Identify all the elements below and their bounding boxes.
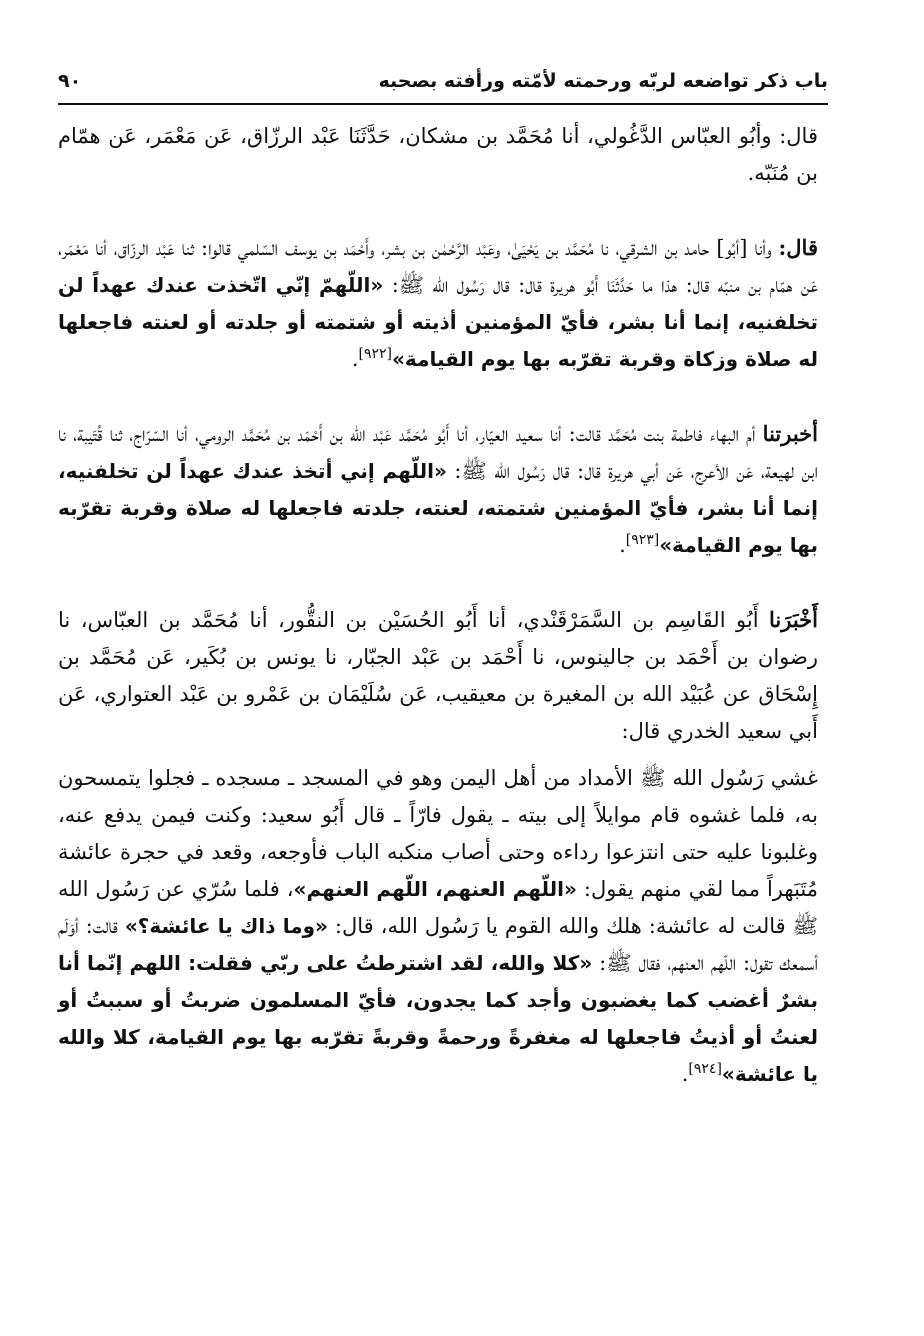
paragraph-2 [58,229,818,378]
hadith-quote: «اللّهم إني أتخذ عندك عهداً لن تخلفنيه، إنما أنا بشر، فأيّ المؤمنين شتمته، لعنته، جلدته فاجعلها له صلاة وقربة تقرّبه بها يوم القيامة» [58,459,818,557]
paragraph-text: ، فلما سُرّي عن رَسُول الله ﷺ قالت له عائشة: هلك والله القوم يا رَسُول الله، قال: [58,877,818,938]
page-number: ٩٠ [58,70,82,92]
paragraph-gap [58,378,818,415]
paragraph-lead-word: قال: [778,235,818,260]
paragraph-end: . [619,533,626,557]
paragraph-1 [58,118,818,192]
paragraph-text: أَبُو القَاسِم بن السَّمَرْقَنْدي، أنا أَبُو الحُسَيْن بن النقُّور، أنا مُحَمَّد بن العبّاس، نا رضوان بن أَحْمَد بن جالينوس، نا أَحْمَد بن عَبْد الجبّار، نا يونس بن بُكَير، عَن مُحَمَّد بن إِسْحَاق عن عُبَيْد الله بن المغيرة بن معيقيب، عَن سُلَيْمَان بن عَمْرو بن عَبْد العتواري، عَن أَبي سعيد الخدري قال: [58,608,818,743]
paragraph-text: غشي رَسُول الله ﷺ الأمداد من أهل اليمن وهو في المسجد ـ مسجده ـ فجلوا يتمسحون به، فلما غشوه قام موايلاً إلى بيته ـ يقول فارّاً ـ قال أَبُو سعيد: وكنت فيمن يدفع عنه، وغلبونا عليه حتى انتزعوا رداءه وحتى أصاب منكبه الباب فأوجعه، وقعد في حجرة عائشة مُتَبَهراً مما لقي منهم يقول: [58,766,818,901]
paragraph-text: قال: وأبُو العبّاس الدَّغُولي، أنا مُحَمَّد بن مشكان، حَدَّثَنَا عَبْد الرزّاق، عَن مَعْمَر، عَن همّام بن مُنَبّه. [58,124,818,185]
footnote-ref: [٩٢٣] [625,532,660,548]
paragraph-end: . [351,347,359,371]
hadith-quote: «اللّهمّ إنّي اتّخذت عندك عهداً لن تخلفنيه، إنما أنا بشر، فأيّ المؤمنين أذيته أو شتمته أو جلدته أو لعنته فاجعلها له صلاة وزكاة وقربة تقرّبه بها يوم القيامة» [58,273,818,371]
hadith-quote: «اللّهم العنهم، اللّهم العنهم» [293,877,577,901]
paragraph-end: . [681,1062,689,1086]
paragraph-3 [58,415,818,564]
paragraph-gap [58,564,818,601]
paragraph-text: قالت: أوَلَم أسمعك تقول: اللّهم العنهم، فقال ﷺ: [58,914,819,975]
footnote-ref: [٩٢٢] [358,346,393,362]
header-divider [58,103,828,105]
paragraph-gap [58,192,818,229]
page-header [58,60,828,102]
paragraph-gap [58,750,818,760]
paragraph-4 [58,601,818,750]
page-body [58,118,818,1093]
paragraph-text: أم البهاء فاطمة بنت مُحَمَّد قالت: أنا سعيد العيّار، أنا أَبُو مُحَمَّد عَبْد الله بن أَحْمَد بن مُحَمَّد الرومي، أنا السّرّاج، ثنا قُتَيبة، نا ابن لهيعة، عَن الأعرج، عَن أبي هريرة قال: قال رَسُول الله ﷺ: [58,422,818,483]
footnote-ref: [٩٢٤] [688,1061,722,1077]
hadith-quote: «كلا والله، لقد اشترطتُ على ربّي فقلت: اللهم إنّما أنا بشرٌ أغضب كما يغضبون وأجد كما يجدون، فأيّ المسلمون ضربتُ أو سببتُ أو لعنتُ أو أذيتُ فاجعلها له مغفرةً ورحمةً وقربةً تقرّبه بها يوم القيامة، كلا والله يا عائشة» [58,951,818,1086]
hadith-quote: «وما ذاك يا عائشة؟» [124,914,328,938]
paragraph-lead-word: أَخْبَرَنا [769,607,818,632]
paragraph-5 [58,760,818,1093]
paragraph-lead-word: أخبرتنا [762,421,818,446]
paragraph-text: وأنا [أبُو] حامد بن الشرقي، نا مُحَمَّد بن يَحْيَىٰ، وعَبْد الرَّحْمٰن بن بشر، وأَحْمَد بن يوسف السّلمي قالوا: ثنا عَبْد الرزّاق، أنا مَعْمَر، عَن همّام بن منبّه قال: هذا ما حَدَّثَنَا أَبُو هريرة قال: قال رَسُول الله ﷺ: [58,236,818,297]
chapter-title: باب ذكر تواضعه لربّه ورحمته لأمّته ورأفته بصحبه [378,70,828,92]
